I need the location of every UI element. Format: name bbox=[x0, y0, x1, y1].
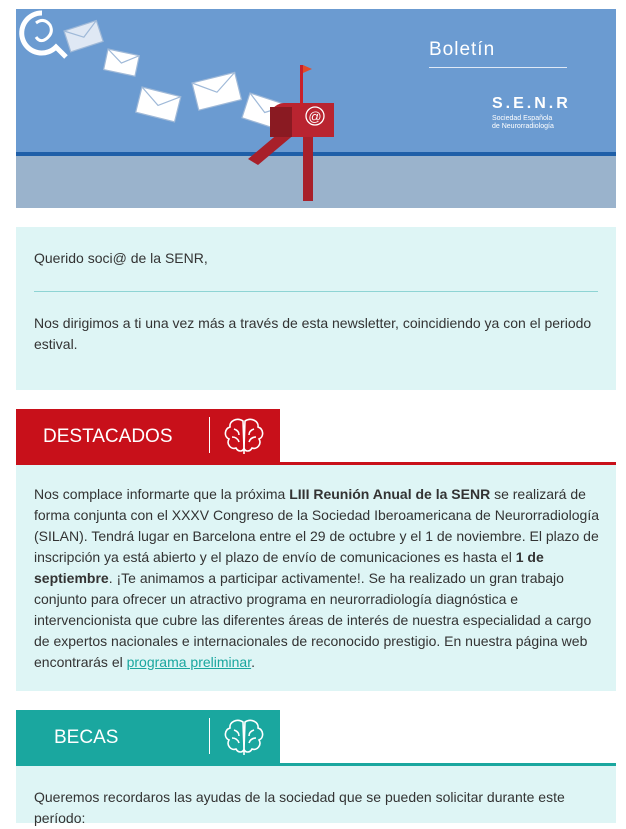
section-separator bbox=[209, 417, 210, 453]
event-name: LIII Reunión Anual de la SENR bbox=[289, 486, 491, 502]
senr-logo-icon bbox=[16, 9, 74, 61]
greeting-box bbox=[16, 227, 616, 390]
destacados-body bbox=[16, 465, 616, 691]
org-acronym: S.E.N.R bbox=[492, 95, 571, 112]
svg-text:@: @ bbox=[308, 109, 322, 124]
bulletin-title: Boletín bbox=[429, 39, 496, 60]
salutation: Querido soci@ de la SENR, bbox=[34, 250, 208, 266]
divider bbox=[34, 291, 598, 292]
deadline: 1 de septiembre bbox=[34, 549, 544, 586]
title-underline bbox=[429, 67, 567, 68]
header-banner bbox=[16, 9, 616, 208]
section-separator bbox=[209, 718, 210, 754]
brain-icon bbox=[222, 415, 266, 455]
destacados-text: Nos complace informarte que la próxima LIII Reunión Anual de la SENR se realizará de forma conjunta con el XXXV Congreso de la Sociedad Iberoamericana de Neurorradiología (SILAN). Tendrá lugar en Barcelona entre el 29 de octubre y el 1 de noviembre. El plazo de inscripción ya está abierto y el plazo de envío de comunicaciones es hasta el 1 de septiembre. ¡Te animamos a participar activamente!. Se ha realizado un gran trabajo conjunto para ofrecer un atractivo programa en neurorradiología diagnóstica e intervencionista que cubre las diferentes áreas de interés de nuestra especialidad a cargo de expertos nacionales e internacionales de reconocido prestigio. En nuestra página web encontrarás el programa preliminar. bbox=[34, 486, 600, 670]
becas-body bbox=[16, 766, 616, 826]
preliminary-program-link[interactable]: programa preliminar bbox=[126, 654, 252, 670]
section-title: BECAS bbox=[54, 727, 119, 748]
org-name: Sociedad Española de Neurorradiología bbox=[492, 115, 554, 130]
becas-text: Queremos recordaros las ayudas de la sociedad que se pueden solicitar durante este período: bbox=[34, 789, 565, 826]
section-title: DESTACADOS bbox=[43, 426, 173, 447]
brain-icon bbox=[222, 716, 266, 756]
section-header-becas bbox=[16, 710, 616, 766]
section-header-destacados bbox=[16, 409, 616, 465]
intro-text: Nos dirigimos a ti una vez más a través de esta newsletter, coincidiendo ya con el periodo estival. bbox=[34, 315, 592, 352]
